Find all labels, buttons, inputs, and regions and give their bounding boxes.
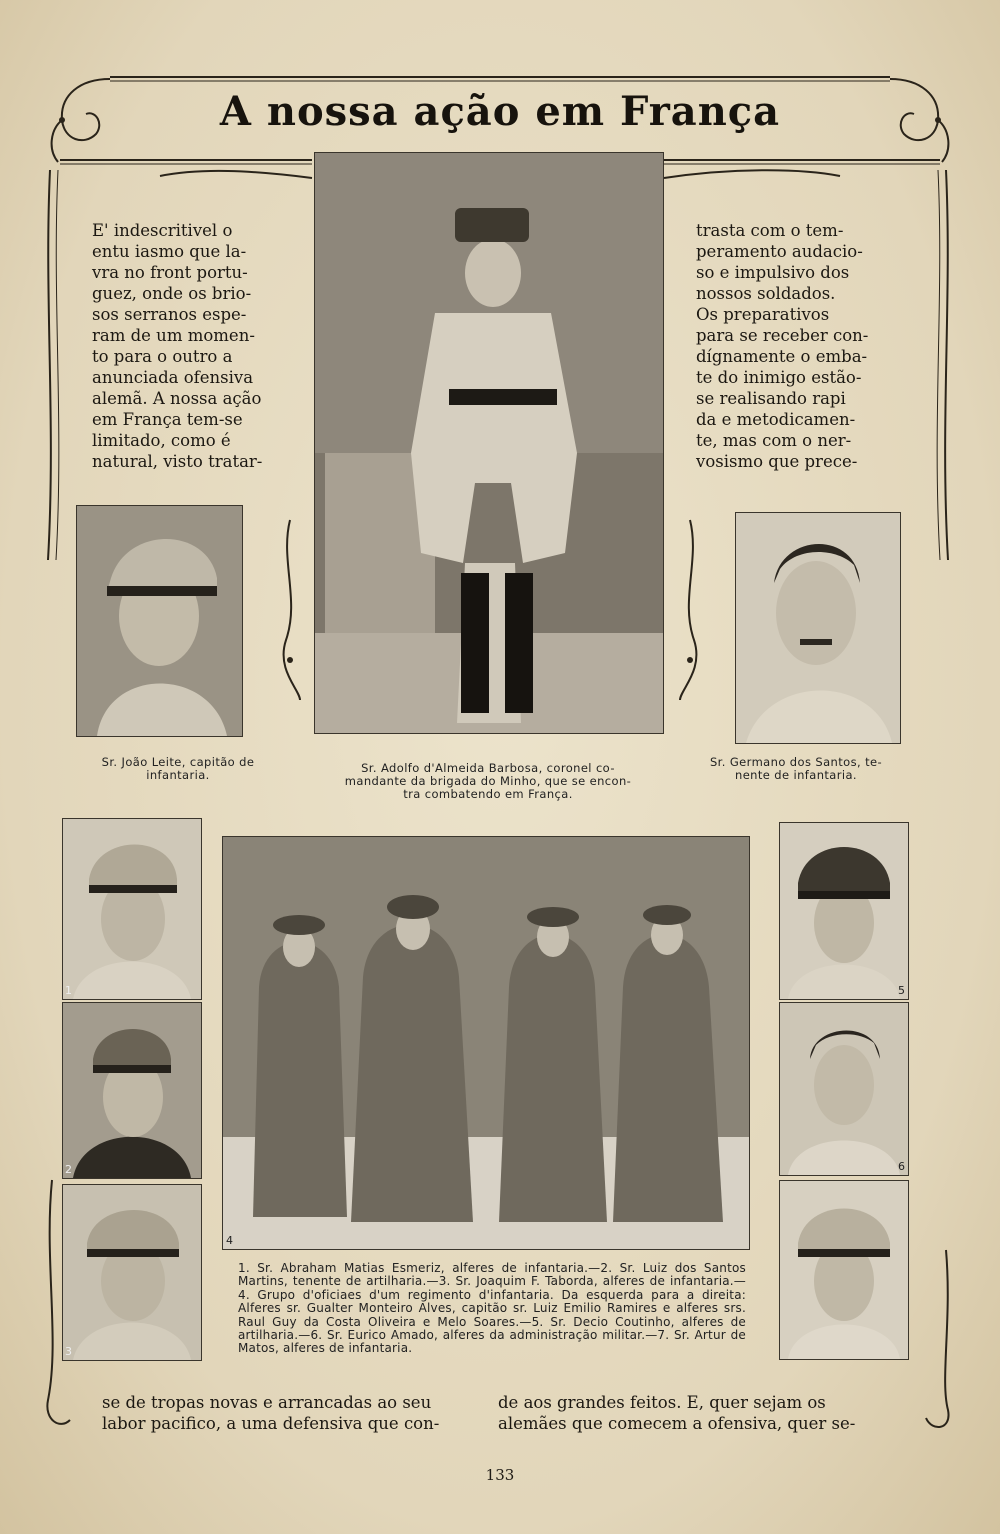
photo-colonel-barbosa bbox=[314, 152, 664, 734]
caption-group-list: 1. Sr. Abraham Matias Esmeriz, alferes de infantaria.—2. Sr. Luiz dos Santos Martins, tenente de artilharia.—3. Sr. Joaquim F. Taborda, alferes de infantaria.—4. Grupo d'oficiaes d'um regimento d'infantaria. Da esquerda para a direita: Alferes sr. Gualter Monteiro Alves, capitão sr. Luiz Emilio Ramires e alferes srs. Raul Guy da Costa Oliveira e Melo Soares.—5. Sr. Decio Coutinho, alferes de artilharia.—6. Sr. Eurico Amado, alferes da administração militar.—7. Sr. Artur de Matos, alferes de infantaria. bbox=[238, 1261, 746, 1356]
photo-number-3: 3 bbox=[65, 1345, 72, 1358]
photo-number-2: 2 bbox=[65, 1163, 72, 1176]
caption-germano-santos: Sr. Germano dos Santos, te- nente de infantaria. bbox=[709, 755, 883, 782]
article-text-right: trasta com o tem- peramento audacio- so e impulsivo dos nossos soldados. Os preparativos para se receber con- dígnamente o emba- te do inimigo estão- se realisando rapi da e metodicamen- te, mas com o ner- vosismo que prece- bbox=[696, 221, 869, 471]
page-title: A nossa ação em França bbox=[219, 88, 781, 135]
photo-number-5: 5 bbox=[898, 984, 905, 997]
photo-4-officers-group bbox=[222, 836, 750, 1250]
photo-joao-leite bbox=[76, 505, 243, 737]
article-text-bottom-right: de aos grandes feitos. E, quer sejam os alemães que comecem a ofensiva, quer se- bbox=[498, 1393, 856, 1433]
photo-number-6: 6 bbox=[898, 1160, 905, 1173]
photo-3-taborda bbox=[62, 1184, 202, 1361]
page-number: 133 bbox=[485, 1466, 515, 1484]
photo-7-matos bbox=[779, 1180, 909, 1360]
article-text-left: E' indescritivel o entu iasmo que la- vra no front portu- guez, onde os brio- sos serranos espe- ram de um momen- to para o outro a anunciada ofensiva alemã. A nossa ação em França tem-se limitado, como é natural, visto tratar- bbox=[92, 221, 263, 471]
photo-6-amado bbox=[779, 1002, 909, 1176]
photo-number-1: 1 bbox=[65, 984, 72, 997]
photo-1-esmeriz bbox=[62, 818, 202, 1000]
article-text-bottom-left: se de tropas novas e arrancadas ao seu labor pacifico, a uma defensiva que con- bbox=[102, 1393, 440, 1433]
caption-adolfo-barbosa: Sr. Adolfo d'Almeida Barbosa, coronel co- mandante da brigada do Minho, que se encon- tra combatendo em França. bbox=[344, 761, 632, 801]
photo-germano-santos bbox=[735, 512, 901, 744]
photo-2-martins bbox=[62, 1002, 202, 1179]
photo-5-coutinho bbox=[779, 822, 909, 1000]
photo-number-4: 4 bbox=[226, 1234, 233, 1247]
caption-joao-leite: Sr. João Leite, capitão de infantaria. bbox=[101, 755, 255, 782]
